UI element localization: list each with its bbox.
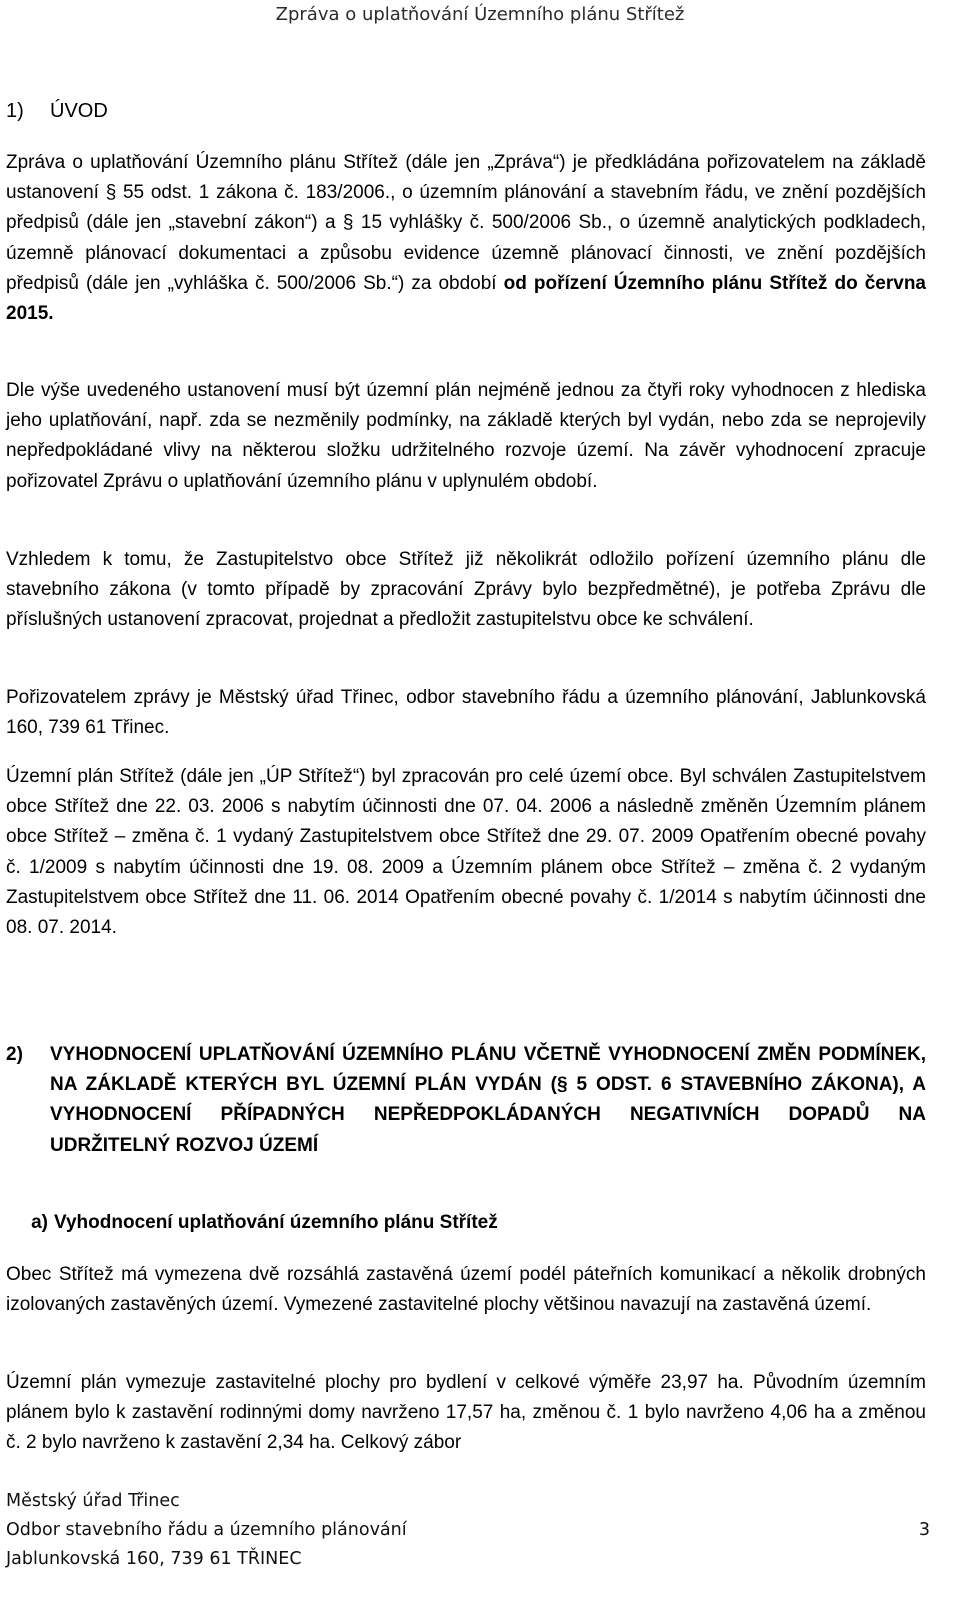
section-2-number: 2): [6, 1044, 23, 1065]
subsection-a-heading: [6, 1212, 498, 1234]
section-1-paragraph-4: [6, 683, 926, 743]
paragraph-5-text: Územní plán Střítež (dále jen „ÚP Střítež“) byl zpracován pro celé území obce. Byl schválen Zastupitelstvem obce Střítež dne 22. 03. 2006 s nabytím účinnosti dne 07. 04. 2006 a následně změněn Územním plánem obce Střítež – změna č. 1 vydaný Zastupitelstvem obce Střítež dne 29. 07. 2009 Opatřením obecné povahy č. 1/2009 s nabytím účinnosti dne 19. 08. 2009 a Územním plánem obce Střítež – změna č. 2 vydaným Zastupitelstvem obce Střítež dne 11. 06. 2014 Opatřením obecné povahy č. 1/2014 s nabytím účinnosti dne 08. 07. 2014.: [6, 766, 926, 939]
subsection-a-title: Vyhodnocení uplatňování územního plánu Střítež: [54, 1212, 498, 1233]
page-number: 3: [918, 1520, 930, 1540]
section-1-heading: [6, 100, 108, 123]
section-1-paragraph-5: [6, 762, 926, 943]
section-2-paragraph-2-text: Územní plán vymezuje zastavitelné plochy pro bydlení v celkové výměře 23,97 ha. Původním územním plánem bylo k zastavění rodinnými domy navrženo 17,57 ha, změnou č. 1 bylo navrženo 4,06 ha a změnou č. 2 bylo navrženo k zastavění 2,34 ha. Celkový zábor: [6, 1372, 926, 1454]
page-header: Zpráva o uplatňování Územního plánu Střítež: [275, 4, 685, 25]
paragraph-4-text: Pořizovatelem zprávy je Městský úřad Třinec, odbor stavebního řádu a územního plánování, Jablunkovská 160, 739 61 Třinec.: [6, 687, 926, 739]
page-footer: [6, 1487, 930, 1574]
section-2-title: VYHODNOCENÍ UPLATŇOVÁNÍ ÚZEMNÍHO PLÁNU VČETNĚ VYHODNOCENÍ ZMĚN PODMÍNEK, NA ZÁKLADĚ KTERÝCH BYL ÚZEMNÍ PLÁN VYDÁN (§ 5 ODST. 6 STAVEBNÍHO ZÁKONA), A VYHODNOCENÍ PŘÍPADNÝCH NEPŘEDPOKLÁDANÝCH NEGATIVNÍCH DOPADŮ NA UDRŽITELNÝ ROZVOJ ÚZEMÍ: [50, 1044, 926, 1156]
paragraph-1-bold-text: od pořízení Územního plánu Střítež do června 2015.: [6, 272, 926, 325]
footer-department: Odbor stavebního řádu a územního plánování: [6, 1520, 407, 1540]
section-2-paragraph-2: [6, 1368, 926, 1459]
section-2-paragraph-1-text: Obec Střítež má vymezena dvě rozsáhlá zastavěná území podél páteřních komunikací a několik drobných izolovaných zastavěných území. Vymezené zastavitelné plochy většinou navazují na zastavěná území.: [6, 1264, 926, 1316]
footer-office-name: Městský úřad Třinec: [6, 1491, 180, 1511]
section-1-paragraph-1: [6, 148, 926, 329]
section-2-paragraph-1: [6, 1260, 926, 1320]
section-1-title: ÚVOD: [50, 100, 108, 122]
footer-address: Jablunkovská 160, 739 61 TŘINEC: [6, 1549, 302, 1569]
subsection-a-number: a): [31, 1212, 48, 1233]
section-2-heading: [6, 1040, 926, 1161]
section-1-paragraph-3: [6, 545, 926, 636]
section-1-number: 1): [6, 100, 24, 122]
paragraph-1-text: Zpráva o uplatňování Územního plánu Střítež (dále jen „Zpráva“) je předkládána pořizovatelem na základě ustanovení § 55 odst. 1 zákona č. 183/2006., o územním plánování a stavebním řádu, ve znění pozdějších předpisů (dále jen „stavební zákon“) a § 15 vyhlášky č. 500/2006 Sb., o územně analytických podkladech, územně plánovací dokumentaci a způsobu evidence územně plánovací činnosti, ve znění pozdějších předpisů (dále jen „vyhláška č. 500/2006 Sb.“) za období: [6, 152, 926, 294]
paragraph-3-text: Vzhledem k tomu, že Zastupitelstvo obce Střítež již několikrát odložilo pořízení územního plánu dle stavebního zákona (v tomto případě by zpracování Zprávy bylo bezpředmětné), je potřeba Zprávu dle příslušných ustanovení zpracovat, projednat a předložit zastupitelstvu obce ke schválení.: [6, 549, 926, 631]
section-1-paragraph-2: [6, 376, 926, 497]
paragraph-2-text: Dle výše uvedeného ustanovení musí být územní plán nejméně jednou za čtyři roky vyhodnocen z hlediska jeho uplatňování, např. zda se nezměnily podmínky, na základě kterých byl vydán, nebo zda se neprojevily nepředpokládané vlivy na některou složku udržitelného rozvoje území. Na závěr vyhodnocení zpracuje pořizovatel Zprávu o uplatňování územního plánu v uplynulém období.: [6, 380, 926, 492]
